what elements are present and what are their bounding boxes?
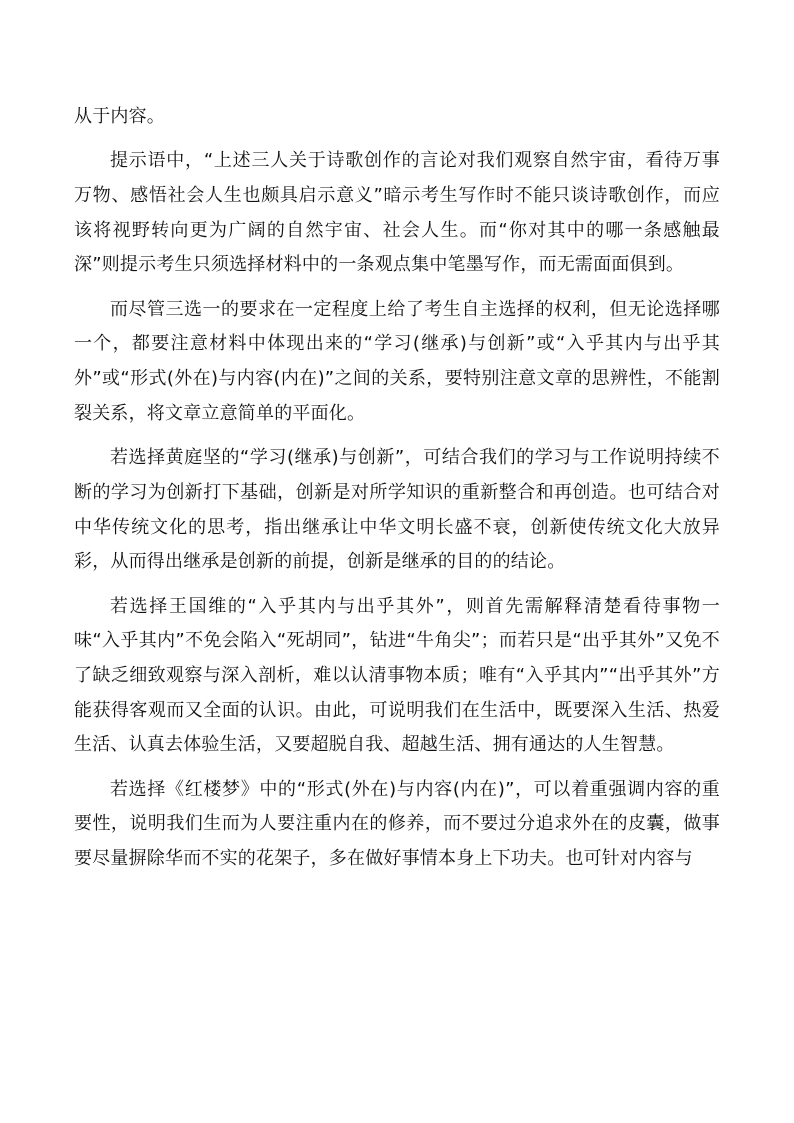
paragraph-honglou-meng: 若选择《红楼梦》中的“形式(外在)与内容(内在)”，可以着重强调内容的重要性，说明我们生而为人要注重内在的修养，而不要过分追求外在的皮囊，做事要尽量摒除华而不实的花架子，多在做好事情本身上下功夫。也可针对内容与 [74, 778, 720, 870]
paragraph-huang-tingjian: 若选择黄庭坚的“学习(继承)与创新”，可结合我们的学习与工作说明持续不断的学习为创新打下基础，创新是对所学知识的重新整合和再创造。也可结合对中华传统文化的思考，指出继承让中华文明长盛不衰，创新使传统文化大放异彩，从而得出继承是创新的前提，创新是继承的目的的结论。 [74, 447, 720, 573]
paragraph-wang-guowei: 若选择王国维的“入乎其内与出乎其外”，则首先需解释清楚看待事物一味“入乎其内”不免会陷入“死胡同”，钻进“牛角尖”；而若只是“出乎其外”又免不了缺乏细致观察与深入剖析，难以认清事物本质；唯有“入乎其内”“出乎其外”方能获得客观而又全面的认识。由此，可说明我们在生活中，既要深入生活、热爱生活、认真去体验生活，又要超脱自我、超越生活、拥有通达的人生智慧。 [74, 595, 720, 756]
paragraph-prompt-analysis: 提示语中，“上述三人关于诗歌创作的言论对我们观察自然宇宙，看待万事万物、感悟社会人生也颇具启示意义”暗示考生写作时不能只谈诗歌创作，而应该将视野转向更为广阔的自然宇宙、社会人生。而“你对其中的哪一条感触最深”则提示考生只须选择材料中的一条观点集中笔墨写作，而无需面面俱到。 [74, 150, 720, 276]
document-body [74, 100, 720, 886]
paragraph-choice-requirement: 而尽管三选一的要求在一定程度上给了考生自主选择的权利，但无论选择哪一个，都要注意材料中体现出来的“学习(继承)与创新”或“入乎其内与出乎其外”或“形式(外在)与内容(内在)”之间的关系，要特别注意文章的思辨性，不能割裂关系，将文章立意简单的平面化。 [74, 298, 720, 424]
paragraph-continuation: 从于内容。 [74, 106, 165, 127]
